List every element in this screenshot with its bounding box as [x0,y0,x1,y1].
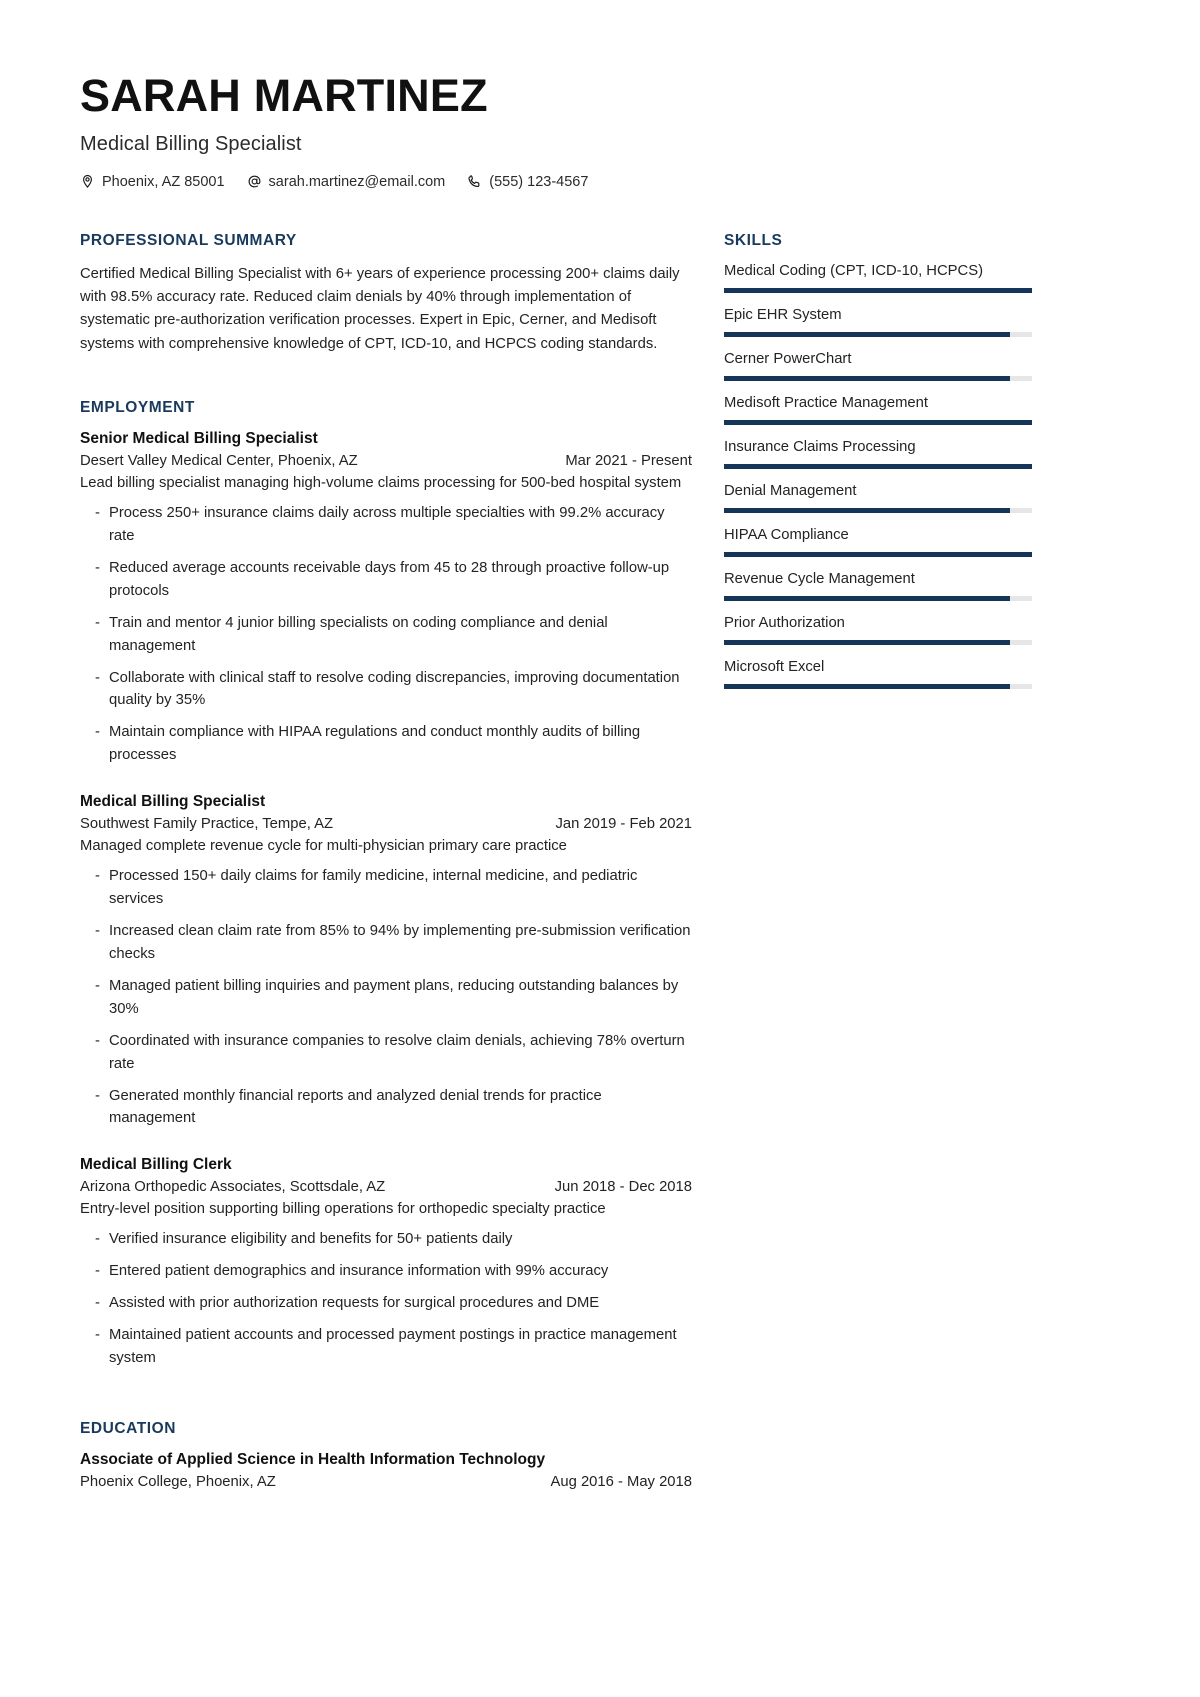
skill-bar-track [724,596,1032,601]
employment-entry [80,430,692,767]
email-at-icon [247,174,262,189]
job-bullet: - Verified insurance eligibility and benefits for 50+ patients daily [80,1228,692,1251]
job-bullet: - Managed patient billing inquiries and payment plans, reducing outstanding balances by 30% [80,975,692,1021]
contact-phone [467,174,588,190]
skill-name: Denial Management [724,482,857,499]
skill-bar-fill [724,552,1032,557]
main-column [80,232,692,1490]
location-pin-icon [80,174,95,189]
education-degree: Associate of Applied Science in Health Information Technology [80,1450,546,1468]
skill-name: Medisoft Practice Management [724,394,928,411]
resume-header [80,72,1124,190]
skill-item [724,571,1032,601]
contact-row [80,174,1124,190]
job-bullet: - Generated monthly financial reports and analyzed denial trends for practice management [80,1085,692,1131]
professional-summary-heading: PROFESSIONAL SUMMARY [80,231,297,249]
skill-item [724,527,1032,557]
skills-heading: SKILLS [724,231,783,249]
skill-name: HIPAA Compliance [724,526,849,543]
job-bullet: - Reduced average accounts receivable days from 45 to 28 through proactive follow-up protocols [80,557,692,603]
job-role: Medical Billing Specialist [80,793,266,811]
skill-item [724,615,1032,645]
job-bullet: - Maintained patient accounts and processed payment postings in practice management system [80,1324,692,1370]
job-description: Managed complete revenue cycle for multi-physician primary care practice [80,838,567,855]
job-bullet: - Assisted with prior authorization requests for surgical procedures and DME [80,1292,692,1315]
skill-bar-fill [724,332,1010,337]
phone-icon [467,174,482,189]
job-role: Senior Medical Billing Specialist [80,430,318,448]
job-bullets [80,1228,692,1370]
job-company: Desert Valley Medical Center, Phoenix, AZ [80,453,358,470]
skill-bar-track [724,640,1032,645]
skill-bar-fill [724,420,1032,425]
education-section [80,1420,692,1490]
skill-name: Prior Authorization [724,614,845,631]
resume-body [80,232,1124,1490]
employment-entry [80,793,692,1130]
job-role: Medical Billing Clerk [80,1156,232,1174]
education-heading: EDUCATION [80,1419,176,1437]
skill-bar-track [724,332,1032,337]
skill-item [724,351,1032,381]
skill-bar-track [724,288,1032,293]
professional-summary-text: Certified Medical Billing Specialist with 6+ years of experience processing 200+ claims daily with 98.5% accuracy rate. Reduced claim denials by 40% through implementation of systematic pre-authorization verification processes. Expert in Epic, Cerner, and Medisoft systems with comprehensive knowledge of CPT, ICD-10, and HCPCS coding standards. [80,265,680,352]
job-bullet: - Coordinated with insurance companies to resolve claim denials, achieving 78% overturn rate [80,1030,692,1076]
skill-item [724,659,1032,689]
education-meta [80,1474,692,1490]
skill-bar-fill [724,464,1032,469]
professional-summary-section [80,232,692,357]
employment-section [80,399,692,1370]
job-bullet: - Process 250+ insurance claims daily across multiple specialties with 99.2% accuracy rate [80,502,692,548]
education-school: Phoenix College, Phoenix, AZ [80,1473,276,1490]
skill-bar-fill [724,288,1032,293]
job-bullet: - Processed 150+ daily claims for family medicine, internal medicine, and pediatric services [80,865,692,911]
skill-item [724,439,1032,469]
skill-bar-track [724,464,1032,469]
skill-bar-fill [724,508,1010,513]
skill-bar-track [724,684,1032,689]
skill-name: Microsoft Excel [724,658,825,675]
skill-name: Cerner PowerChart [724,350,852,367]
contact-email [247,174,446,190]
job-dates: Jun 2018 - Dec 2018 [554,1179,692,1196]
skill-bar-fill [724,684,1010,689]
job-description: Lead billing specialist managing high-volume claims processing for 500-bed hospital system [80,475,682,492]
skill-item [724,307,1032,337]
skill-bar-track [724,420,1032,425]
skill-item [724,263,1032,293]
contact-location-text: Phoenix, AZ 85001 [102,173,225,190]
job-bullet: - Train and mentor 4 junior billing specialists on coding compliance and denial management [80,612,692,658]
skill-bar-track [724,508,1032,513]
job-bullet: - Increased clean claim rate from 85% to 94% by implementing pre-submission verification checks [80,920,692,966]
skills-sidebar [724,232,1032,689]
skill-name: Medical Coding (CPT, ICD-10, HCPCS) [724,262,984,279]
skill-name: Epic EHR System [724,306,842,323]
skill-bar-fill [724,596,1010,601]
education-dates: Aug 2016 - May 2018 [550,1473,692,1490]
job-bullet: - Collaborate with clinical staff to resolve coding discrepancies, improving documentation quality by 35% [80,667,692,713]
skill-bar-fill [724,376,1010,381]
skill-bar-track [724,552,1032,557]
employment-entry [80,1156,692,1370]
job-bullet: - Entered patient demographics and insurance information with 99% accuracy [80,1260,692,1283]
job-dates: Jan 2019 - Feb 2021 [555,816,692,833]
job-meta [80,816,692,832]
job-company: Arizona Orthopedic Associates, Scottsdale, AZ [80,1179,386,1196]
job-bullets [80,502,692,767]
job-bullet: - Maintain compliance with HIPAA regulations and conduct monthly audits of billing processes [80,721,692,767]
job-bullets [80,865,692,1130]
contact-phone-text: (555) 123-4567 [489,173,589,190]
skill-name: Revenue Cycle Management [724,570,915,587]
job-company: Southwest Family Practice, Tempe, AZ [80,816,334,833]
contact-location [80,174,225,190]
skill-item [724,483,1032,513]
skill-item [724,395,1032,425]
employment-heading: EMPLOYMENT [80,399,195,417]
job-dates: Mar 2021 - Present [565,453,692,470]
skill-bar-track [724,376,1032,381]
skill-bar-fill [724,640,1010,645]
candidate-job-title: Medical Billing Specialist [80,132,302,155]
job-meta [80,453,692,469]
job-meta [80,1179,692,1195]
education-entry [80,1451,692,1490]
job-description: Entry-level position supporting billing operations for orthopedic specialty practice [80,1201,606,1218]
contact-email-text: sarah.martinez@email.com [268,173,446,190]
candidate-name: SARAH MARTINEZ [80,70,488,121]
skill-name: Insurance Claims Processing [724,438,916,455]
